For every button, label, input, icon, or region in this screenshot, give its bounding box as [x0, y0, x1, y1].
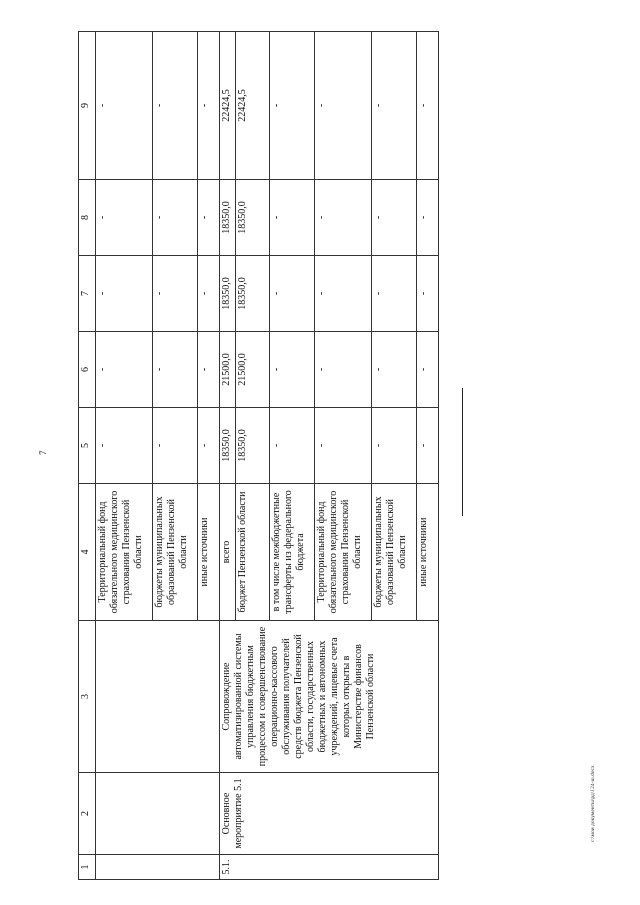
row-number-cell: [96, 855, 220, 880]
value-cell: -: [270, 332, 315, 408]
value-cell: -: [270, 408, 315, 484]
value-cell: -: [315, 180, 372, 256]
source-cell: в том числе межбюджетные трансферты из федерального бюджета: [270, 484, 315, 621]
value-cell: -: [417, 256, 439, 332]
value-cell: -: [153, 32, 198, 180]
value-cell: 18350,0: [220, 180, 236, 256]
value-cell: -: [270, 32, 315, 180]
description-cell: [96, 621, 220, 773]
value-cell: -: [96, 32, 153, 180]
row-number-cell: 5.1.: [220, 855, 439, 880]
budget-table-frame: [78, 32, 435, 880]
value-cell: -: [372, 408, 417, 484]
value-cell: -: [96, 408, 153, 484]
table-row: [96, 32, 153, 880]
footer-file-path: c:\мои документы\рд\124-ш.docx: [590, 765, 596, 842]
value-cell: -: [372, 32, 417, 180]
value-cell: -: [315, 32, 372, 180]
measure-cell: [96, 773, 220, 855]
value-cell: 18350,0: [236, 256, 270, 332]
value-cell: -: [315, 332, 372, 408]
header-cell: 6: [79, 332, 96, 408]
header-cell: 9: [79, 32, 96, 180]
header-cell: 5: [79, 408, 96, 484]
value-cell: 21500,0: [236, 332, 270, 408]
table-row: [220, 32, 236, 880]
source-cell: Территориальный фонд обязательного медицинского страхования Пензенской области: [96, 484, 153, 621]
source-cell: всего: [220, 484, 236, 621]
source-cell: иные источники: [417, 484, 439, 621]
header-cell: 7: [79, 256, 96, 332]
header-cell: 1: [79, 855, 96, 880]
value-cell: -: [96, 256, 153, 332]
value-cell: 22424,5: [220, 32, 236, 180]
value-cell: 18350,0: [220, 256, 236, 332]
header-cell: 2: [79, 773, 96, 855]
value-cell: -: [372, 332, 417, 408]
value-cell: 22424,5: [236, 32, 270, 180]
value-cell: -: [153, 332, 198, 408]
value-cell: -: [198, 332, 220, 408]
value-cell: -: [153, 256, 198, 332]
value-cell: -: [198, 408, 220, 484]
source-cell: бюджет Пензенской области: [236, 484, 270, 621]
source-cell: Территориальный фонд обязательного медицинского страхования Пензенской области: [315, 484, 372, 621]
source-cell: иные источники: [198, 484, 220, 621]
budget-table: [78, 31, 439, 880]
divider-rule: [462, 388, 463, 516]
value-cell: -: [315, 408, 372, 484]
header-cell: 8: [79, 180, 96, 256]
value-cell: 18350,0: [236, 180, 270, 256]
value-cell: 21500,0: [220, 332, 236, 408]
header-cell: 4: [79, 484, 96, 621]
header-row: [79, 32, 96, 880]
value-cell: -: [417, 32, 439, 180]
measure-cell: Основное мероприятие 5.1: [220, 773, 439, 855]
value-cell: -: [198, 180, 220, 256]
value-cell: -: [372, 180, 417, 256]
value-cell: -: [198, 32, 220, 180]
value-cell: -: [372, 256, 417, 332]
page-number: 7: [38, 450, 48, 455]
description-cell: Сопровождение автоматизированной системы управления бюджетным процессом и совершенствование операционно-кассового обслуживания получателей средств бюджета Пензенской области, государственных бюджетных и автономных учреждений, лицевые счета которых открыты в Министерстве финансов Пензенской области: [220, 621, 439, 773]
value-cell: -: [270, 256, 315, 332]
value-cell: -: [270, 180, 315, 256]
source-cell: бюджеты муниципальных образований Пензенской области: [153, 484, 198, 621]
value-cell: -: [153, 408, 198, 484]
source-cell: бюджеты муниципальных образований Пензенской области: [372, 484, 417, 621]
value-cell: -: [198, 256, 220, 332]
value-cell: 18350,0: [236, 408, 270, 484]
value-cell: -: [96, 180, 153, 256]
value-cell: 18350,0: [220, 408, 236, 484]
header-cell: 3: [79, 621, 96, 773]
value-cell: -: [417, 332, 439, 408]
value-cell: -: [96, 332, 153, 408]
value-cell: -: [153, 180, 198, 256]
value-cell: -: [315, 256, 372, 332]
value-cell: -: [417, 408, 439, 484]
value-cell: -: [417, 180, 439, 256]
